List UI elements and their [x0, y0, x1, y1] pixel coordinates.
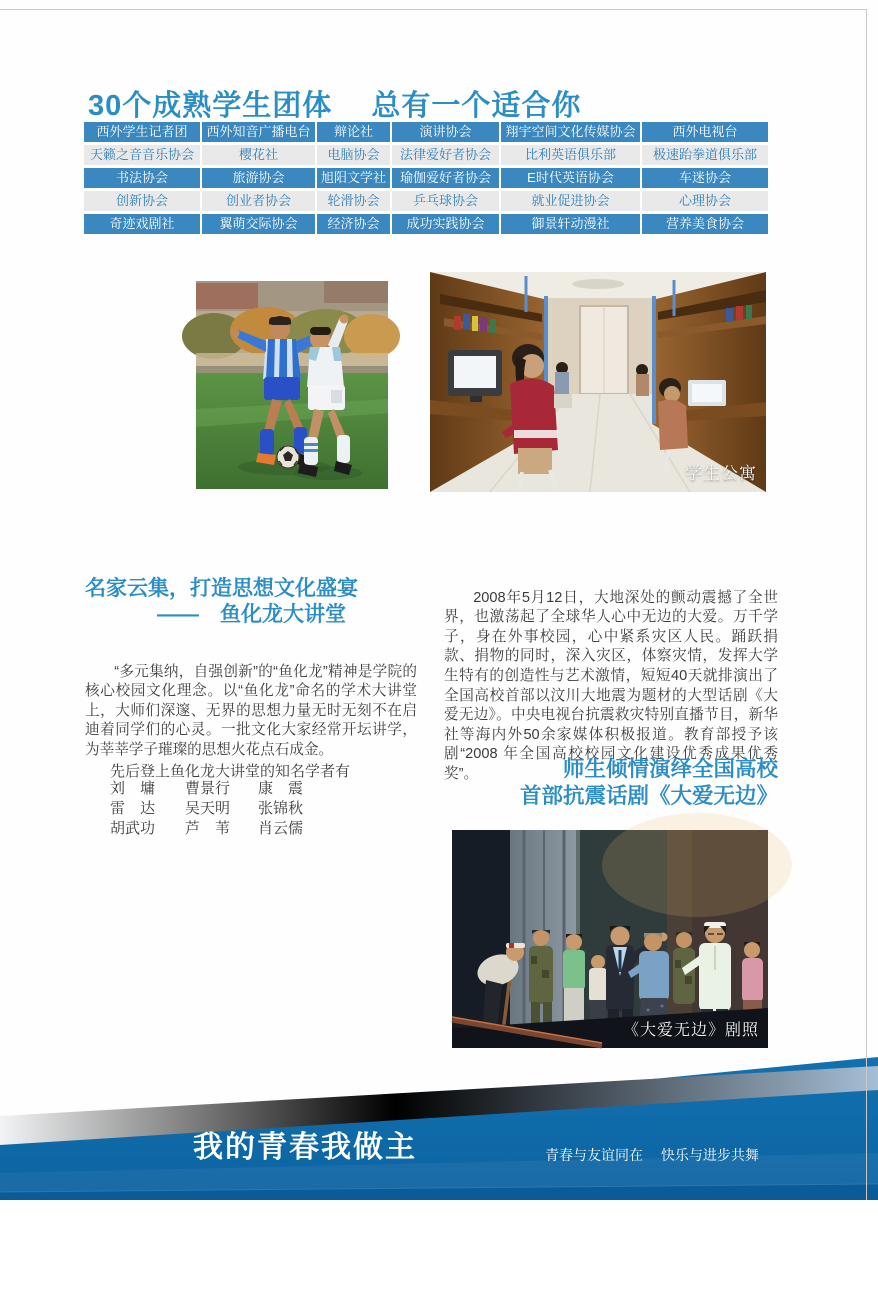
club-cell: 西外电视台 — [642, 122, 768, 142]
club-cell: 创新协会 — [84, 191, 200, 211]
scholar-name: 曹景行 — [185, 780, 231, 797]
footer-tagline-line3: 成长历练中 友谊长存 进步长虹 — [545, 1255, 763, 1271]
drama-heading-line2: 首部抗震话剧《大爱无边》 — [519, 784, 778, 808]
scholar-name: 肖云儒 — [258, 820, 304, 837]
play-photo — [452, 830, 768, 1048]
club-cell: 创业者协会 — [202, 191, 315, 211]
scholar-name: 张锦秋 — [258, 800, 304, 817]
club-cell: 乒乓球协会 — [392, 191, 499, 211]
club-cell: 成功实践协会 — [392, 214, 499, 234]
club-cell: 电脑协会 — [317, 145, 390, 165]
club-cell: 旅游协会 — [202, 168, 315, 188]
club-cell: 天籁之音音乐协会 — [84, 145, 200, 165]
club-cell: 翔宇空间文化传媒协会 — [501, 122, 640, 142]
club-cell: 西外学生记者团 — [84, 122, 200, 142]
dorm-photo-caption: 学生公寓 — [685, 464, 757, 483]
club-cell: 心理协会 — [642, 191, 768, 211]
drama-body-paragraph: 2008年5月12日，大地深处的颤动震撼了全世界，也激荡起了全球华人心中无边的大爱。万千学子，身在外事校园，心中紧系灾区人民。踊跃捐款、捐物的同时，深入灾区，体察灾情，发挥大学生特有的创造性与艺术激情，短短40天就排演出了全国高校首部以汶川大地震为题材的大型话剧《大爱无边》。中央电视台抗震救灾特别直播节目，新华社等海内外50余家媒体积极报道。教育部授予该剧“2008 年全国高校校园文化建设优秀成果优秀奖”。 — [444, 589, 778, 782]
dorm-photo — [430, 272, 766, 492]
club-cell: 奇迹戏剧社 — [84, 214, 200, 234]
footer-tagline-block — [545, 1110, 763, 1308]
scholars-intro: 先后登上鱼化龙大讲堂的知名学者有 — [110, 763, 351, 780]
club-cell: E时代英语协会 — [501, 168, 640, 188]
club-cell: 轮滑协会 — [317, 191, 390, 211]
scholars-list — [110, 781, 338, 836]
page-frame-right-line — [866, 9, 867, 1200]
club-cell: 辩论社 — [317, 122, 390, 142]
club-cell: 御景轩动漫社 — [501, 214, 640, 234]
club-cell: 比利英语俱乐部 — [501, 145, 640, 165]
page-title: 30个成熟学生团体 总有一个适合你 — [88, 90, 582, 123]
page-frame-top-line — [0, 9, 867, 10]
lecture-heading-line2: —— 鱼化龙大讲堂 — [157, 603, 346, 626]
club-cell: 书法协会 — [84, 168, 200, 188]
club-cell: 法律爱好者协会 — [392, 145, 499, 165]
soccer-photo-illustration — [196, 281, 388, 489]
lecture-heading-line1: 名家云集，打造思想文化盛宴 — [85, 577, 358, 600]
club-cell: 樱花社 — [202, 145, 315, 165]
scholar-name: 雷 达 — [110, 800, 156, 817]
scholar-name: 芦 苇 — [185, 820, 231, 837]
club-cell: 营养美食协会 — [642, 214, 768, 234]
footer-slogan: 我的青春我做主 — [193, 1131, 417, 1164]
club-cell: 经济协会 — [317, 214, 390, 234]
club-cell: 旭阳文学社 — [317, 168, 390, 188]
lecture-heading — [85, 576, 358, 628]
footer-tagline-line1: 青春与友谊同在 快乐与进步共舞 — [545, 1147, 759, 1163]
club-cell: 翼萌交际协会 — [202, 214, 315, 234]
play-photo-illustration — [452, 830, 768, 1048]
lecture-body-paragraph: “多元集纳，自强创新”的“鱼化龙”精神是学院的核心校园文化理念。以“鱼化龙”命名的学术大讲堂上，大师们深邃、无界的思想力量无时无刻不在启迪着同学们的心灵。一批文化大家经常开坛讲学，为莘莘学子璀璨的思想火花点石成金。 — [85, 663, 417, 758]
drama-heading-line1: 师生倾情演绎全国高校 — [562, 757, 778, 781]
club-cell: 车迷协会 — [642, 168, 768, 188]
footer-tagline-line2: 在这里 你会认识更多的伙伴 — [545, 1201, 731, 1217]
clubs-table — [84, 122, 768, 234]
scholar-name: 康 震 — [258, 780, 304, 797]
scholar-name: 刘 墉 — [110, 780, 156, 797]
club-cell: 演讲协会 — [392, 122, 499, 142]
play-photo-caption: 《大爱无边》剧照 — [622, 1022, 759, 1039]
club-cell: 就业促进协会 — [501, 191, 640, 211]
scholar-name: 胡武功 — [110, 820, 156, 837]
scholar-name: 吴天明 — [185, 800, 231, 817]
soccer-photo — [196, 281, 388, 489]
club-cell: 极速跆拳道俱乐部 — [642, 145, 768, 165]
soccer-ball — [277, 446, 299, 468]
club-cell: 瑜伽爱好者协会 — [392, 168, 499, 188]
drama-heading — [440, 756, 778, 810]
club-cell: 西外知音广播电台 — [202, 122, 315, 142]
